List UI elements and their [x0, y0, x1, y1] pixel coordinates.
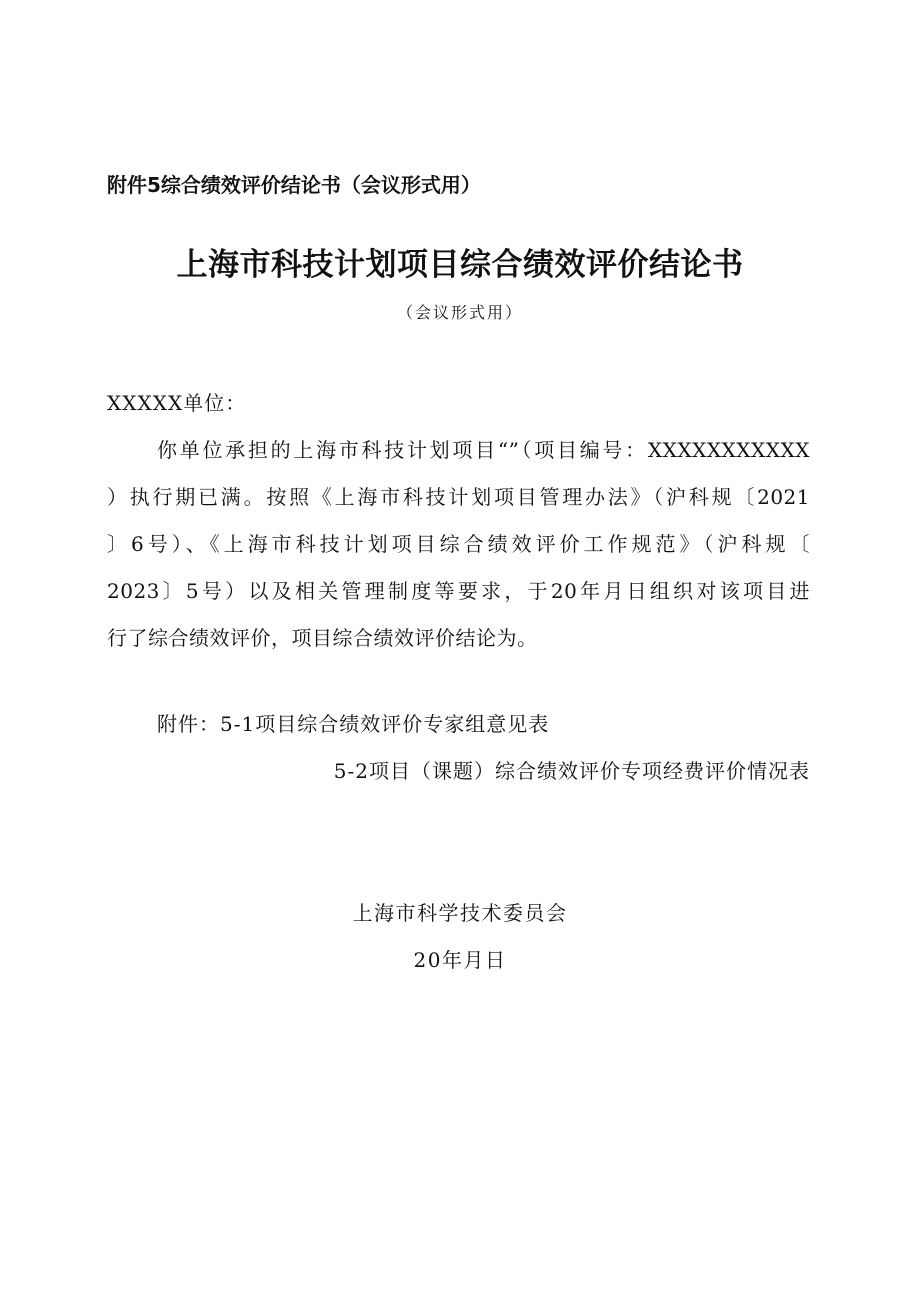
- document-subtitle: （会议形式用）: [396, 303, 523, 322]
- attachment-item-expert-opinion: 附件：5-1项目综合绩效评价专家组意见表: [157, 712, 550, 736]
- attachment-item-funding-evaluation: 5-2项目（课题）综合绩效评价专项经费评价情况表: [333, 759, 810, 783]
- document-title: 上海市科技计划项目综合绩效评价结论书: [176, 247, 744, 283]
- salutation: XXXXX单位：: [107, 391, 247, 415]
- issuer-signature: 上海市科学技术委员会: [352, 901, 568, 925]
- attachment-heading: 附件5综合绩效评价结论书（会议形式用）: [107, 173, 481, 197]
- body-paragraph-line: ）执行期已满。按照《上海市科技计划项目管理办法》（沪科规〔2021: [107, 485, 810, 509]
- issue-date: 20年月日: [413, 948, 507, 972]
- body-paragraph-line: 〕6号）、《上海市科技计划项目综合绩效评价工作规范》（沪科规〔: [107, 532, 810, 556]
- body-paragraph-line: 你单位承担的上海市科技计划项目“”（项目编号：XXXXXXXXXXX: [157, 438, 810, 462]
- body-paragraph-line: 2023〕5号）以及相关管理制度等要求，于20年月日组织对该项目进: [107, 579, 810, 603]
- body-paragraph-line: 行了综合绩效评价，项目综合绩效评价结论为。: [107, 626, 538, 650]
